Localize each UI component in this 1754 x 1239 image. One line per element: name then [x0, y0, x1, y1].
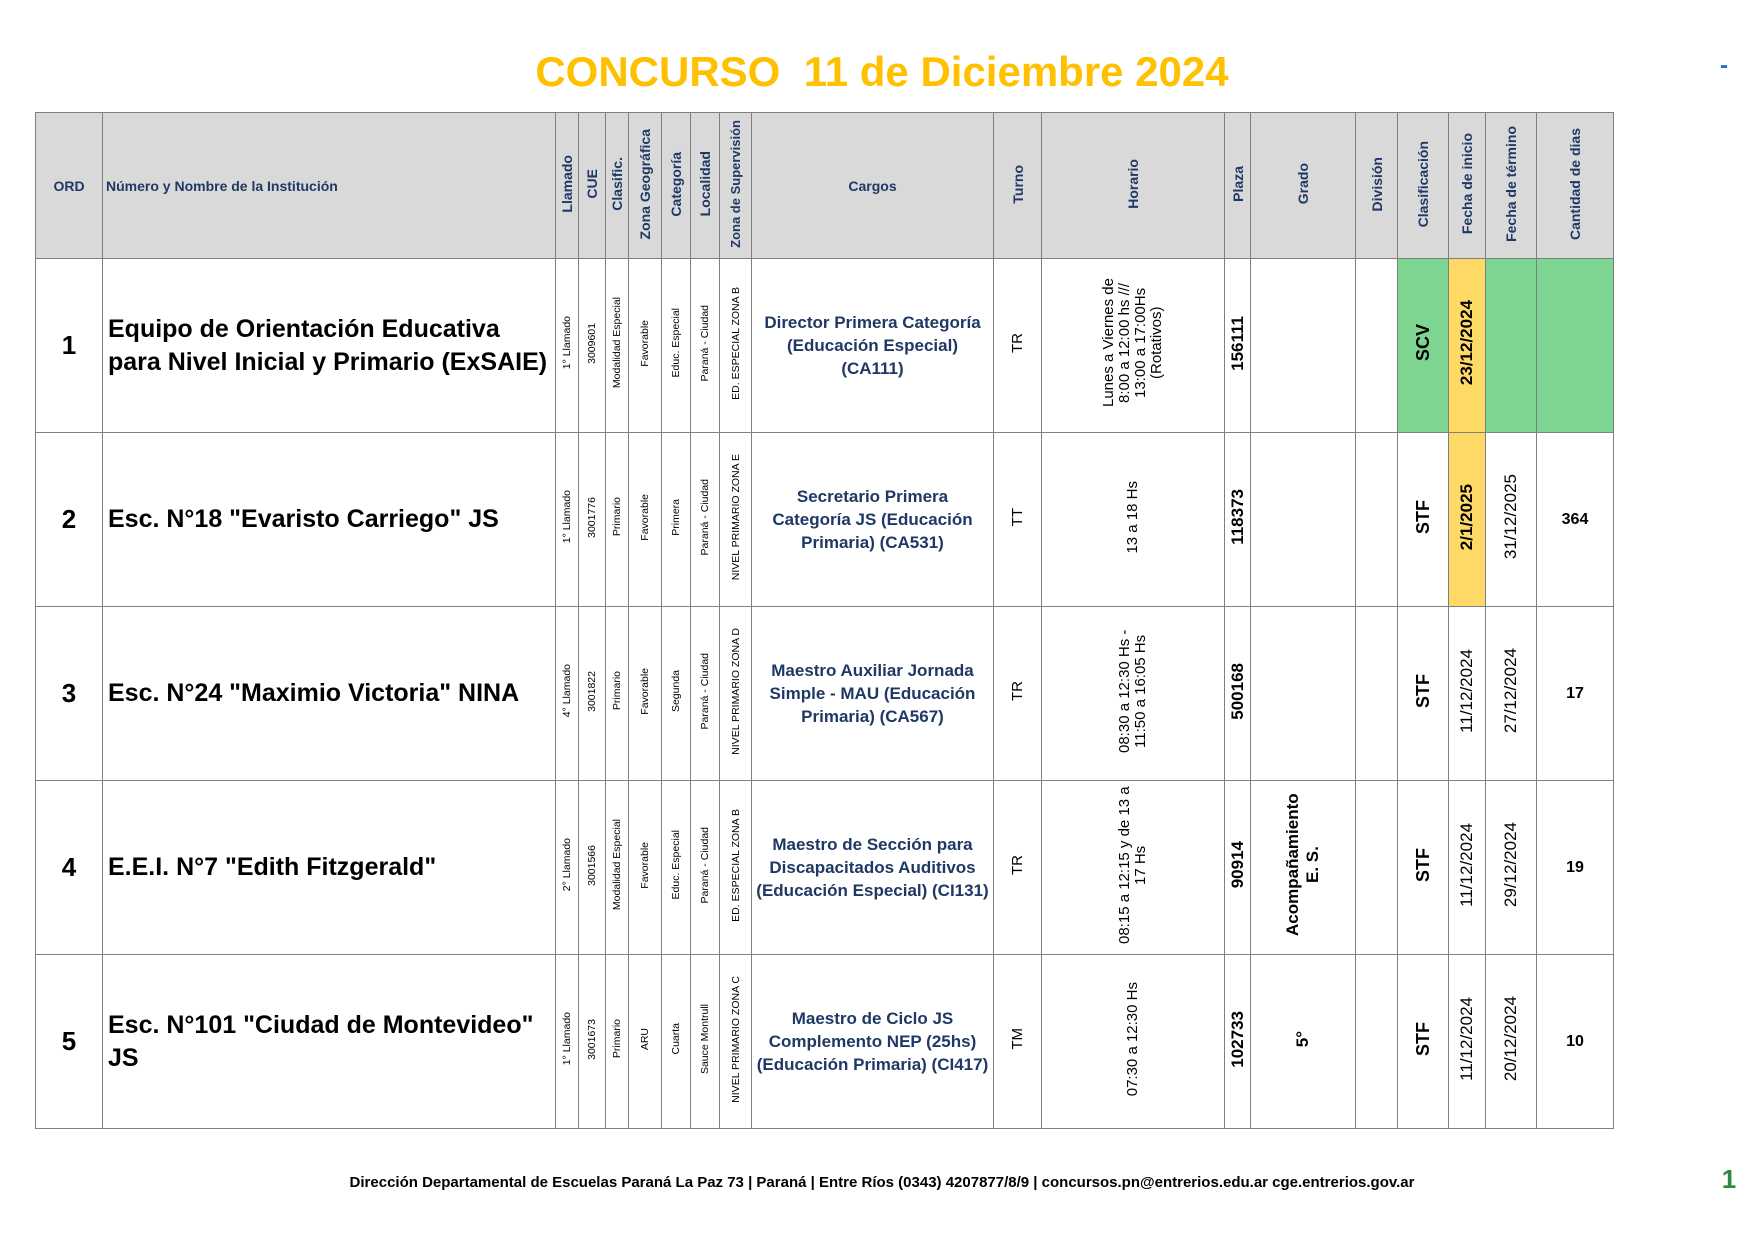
cell-plaza: 500168	[1225, 607, 1251, 781]
cell-llamado: 2° Llamado	[556, 781, 579, 955]
cell-categoria: Educ. Especial	[662, 259, 691, 433]
cell-division	[1356, 781, 1398, 955]
cell-cue: 3001776	[579, 433, 606, 607]
cell-grado	[1251, 259, 1356, 433]
header-division: División	[1356, 113, 1398, 259]
cell-cue: 3009601	[579, 259, 606, 433]
header-cantidad-dias: Cantidad de dias	[1537, 113, 1614, 259]
cell-zona: Favorable	[629, 433, 662, 607]
cell-horario: 13 a 18 Hs	[1042, 433, 1225, 607]
cell-turno: TM	[994, 955, 1042, 1129]
cell-dias: 17	[1537, 607, 1614, 781]
cell-ord: 5	[36, 955, 103, 1129]
cell-institucion: Esc. N°18 "Evaristo Carriego" JS	[103, 433, 556, 607]
cell-ord: 1	[36, 259, 103, 433]
table-header-row	[36, 113, 1614, 259]
cell-grado	[1251, 433, 1356, 607]
cell-ord: 3	[36, 607, 103, 781]
cell-institucion: Esc. N°24 "Maximio Victoria" NINA	[103, 607, 556, 781]
cell-categoria: Educ. Especial	[662, 781, 691, 955]
page-title: CONCURSO 11 de Diciembre 2024	[535, 48, 1229, 95]
cell-fecha-termino: 27/12/2024	[1486, 607, 1537, 781]
cell-fecha-inicio: 11/12/2024	[1449, 955, 1486, 1129]
cell-horario: 08:15 a 12:15 y de 13 a 17 Hs	[1042, 781, 1225, 955]
cell-clasific: Modalidad Especial	[606, 781, 629, 955]
cell-fecha-termino: 29/12/2024	[1486, 781, 1537, 955]
header-turno: Turno	[994, 113, 1042, 259]
cell-categoria: Primera	[662, 433, 691, 607]
cell-grado	[1251, 607, 1356, 781]
header-llamado: Llamado	[556, 113, 579, 259]
cell-fecha-inicio: 2/1/2025	[1449, 433, 1486, 607]
cell-zona: ARU	[629, 955, 662, 1129]
cell-cue: 3001673	[579, 955, 606, 1129]
header-ord: ORD	[36, 113, 103, 259]
header-zona-supervision: Zona de Supervisión	[720, 113, 752, 259]
header-cue: CUE	[579, 113, 606, 259]
header-grado: Grado	[1251, 113, 1356, 259]
cell-grado: 5°	[1251, 955, 1356, 1129]
cell-plaza: 90914	[1225, 781, 1251, 955]
header-categoria: Categoría	[662, 113, 691, 259]
cell-localidad: Sauce Montrull	[691, 955, 720, 1129]
header-clasificacion: Clasificación	[1398, 113, 1449, 259]
table-row	[36, 607, 1614, 781]
header-fecha-termino: Fecha de término	[1486, 113, 1537, 259]
cell-institucion: Esc. N°101 "Ciudad de Montevideo" JS	[103, 955, 556, 1129]
cell-clasificacion: SCV	[1398, 259, 1449, 433]
header-plaza: Plaza	[1225, 113, 1251, 259]
cell-clasificacion: STF	[1398, 607, 1449, 781]
table-row	[36, 259, 1614, 433]
cell-cargo: Maestro de Ciclo JS Complemento NEP (25hs) (Educación Primaria) (CI417)	[752, 955, 994, 1129]
page-footer: Dirección Departamental de Escuelas Paraná La Paz 73 | Paraná | Entre Ríos (0343) 4207877/8/9 | concursos.pn@entrerios.edu.ar cge.entrerios.gov.ar	[349, 1174, 1415, 1191]
cell-grado: Acompañamiento E. S.	[1251, 781, 1356, 955]
cell-cue: 3001822	[579, 607, 606, 781]
cell-localidad: Paraná - Ciudad	[691, 607, 720, 781]
header-fecha-inicio: Fecha de inicio	[1449, 113, 1486, 259]
cell-institucion: E.E.I. N°7 "Edith Fitzgerald"	[103, 781, 556, 955]
cell-categoria: Segunda	[662, 607, 691, 781]
cell-localidad: Paraná - Ciudad	[691, 259, 720, 433]
cell-zona: Favorable	[629, 781, 662, 955]
cell-plaza: 118373	[1225, 433, 1251, 607]
cell-turno: TT	[994, 433, 1042, 607]
cell-fecha-termino: 31/12/2025	[1486, 433, 1537, 607]
cell-ord: 2	[36, 433, 103, 607]
cell-horario: 07:30 a 12:30 Hs	[1042, 955, 1225, 1129]
cell-categoria: Cuarta	[662, 955, 691, 1129]
cell-cargo: Director Primera Categoría (Educación Especial) (CA111)	[752, 259, 994, 433]
cell-fecha-termino	[1486, 259, 1537, 433]
table-row	[36, 433, 1614, 607]
cell-horario: 08:30 a 12:30 Hs - 11:50 a 16:05 Hs	[1042, 607, 1225, 781]
cell-plaza: 102733	[1225, 955, 1251, 1129]
cell-institucion: Equipo de Orientación Educativa para Nivel Inicial y Primario (ExSAIE)	[103, 259, 556, 433]
cell-turno: TR	[994, 607, 1042, 781]
cell-clasific: Modalidad Especial	[606, 259, 629, 433]
header-horario: Horario	[1042, 113, 1225, 259]
cell-zona: Favorable	[629, 607, 662, 781]
header-zona-geografica: Zona Geográfica	[629, 113, 662, 259]
cell-localidad: Paraná - Ciudad	[691, 433, 720, 607]
header-clasific: Clasific.	[606, 113, 629, 259]
cell-clasific: Primario	[606, 955, 629, 1129]
header-institucion: Número y Nombre de la Institución	[103, 113, 556, 259]
cell-division	[1356, 259, 1398, 433]
cell-turno: TR	[994, 781, 1042, 955]
cell-division	[1356, 955, 1398, 1129]
cell-cargo: Maestro de Sección para Discapacitados Auditivos (Educación Especial) (CI131)	[752, 781, 994, 955]
cell-turno: TR	[994, 259, 1042, 433]
cell-localidad: Paraná - Ciudad	[691, 781, 720, 955]
cell-horario: Lunes a Viernes de 8:00 a 12:00 hs /// 13:00 a 17:00Hs (Rotativos)	[1042, 259, 1225, 433]
cell-clasific: Primario	[606, 433, 629, 607]
cell-cargo: Maestro Auxiliar Jornada Simple - MAU (Educación Primaria) (CA567)	[752, 607, 994, 781]
cell-supervision: NIVEL PRIMARIO ZONA E	[720, 433, 752, 607]
cell-dias: 364	[1537, 433, 1614, 607]
cell-llamado: 1° Llamado	[556, 259, 579, 433]
cell-plaza: 156111	[1225, 259, 1251, 433]
cell-supervision: ED. ESPECIAL ZONA B	[720, 781, 752, 955]
cell-llamado: 1° Llamado	[556, 433, 579, 607]
corner-mark: -	[1720, 52, 1728, 79]
header-localidad: Localidad	[691, 113, 720, 259]
cell-clasific: Primario	[606, 607, 629, 781]
table-row	[36, 955, 1614, 1129]
cell-fecha-inicio: 11/12/2024	[1449, 607, 1486, 781]
concurso-table	[35, 112, 1614, 1129]
cell-division	[1356, 433, 1398, 607]
page-number: 1	[1721, 1164, 1737, 1194]
cell-fecha-inicio: 23/12/2024	[1449, 259, 1486, 433]
cell-clasificacion: STF	[1398, 433, 1449, 607]
cell-ord: 4	[36, 781, 103, 955]
cell-supervision: ED. ESPECIAL ZONA B	[720, 259, 752, 433]
cell-cue: 3001566	[579, 781, 606, 955]
cell-llamado: 1° Llamado	[556, 955, 579, 1129]
cell-clasificacion: STF	[1398, 955, 1449, 1129]
cell-supervision: NIVEL PRIMARIO ZONA C	[720, 955, 752, 1129]
header-cargos: Cargos	[752, 113, 994, 259]
cell-division	[1356, 607, 1398, 781]
cell-zona: Favorable	[629, 259, 662, 433]
cell-dias	[1537, 259, 1614, 433]
cell-supervision: NIVEL PRIMARIO ZONA D	[720, 607, 752, 781]
cell-fecha-termino: 20/12/2024	[1486, 955, 1537, 1129]
cell-dias: 19	[1537, 781, 1614, 955]
table-row	[36, 781, 1614, 955]
cell-cargo: Secretario Primera Categoría JS (Educación Primaria) (CA531)	[752, 433, 994, 607]
cell-clasificacion: STF	[1398, 781, 1449, 955]
cell-fecha-inicio: 11/12/2024	[1449, 781, 1486, 955]
cell-llamado: 4° Llamado	[556, 607, 579, 781]
cell-dias: 10	[1537, 955, 1614, 1129]
